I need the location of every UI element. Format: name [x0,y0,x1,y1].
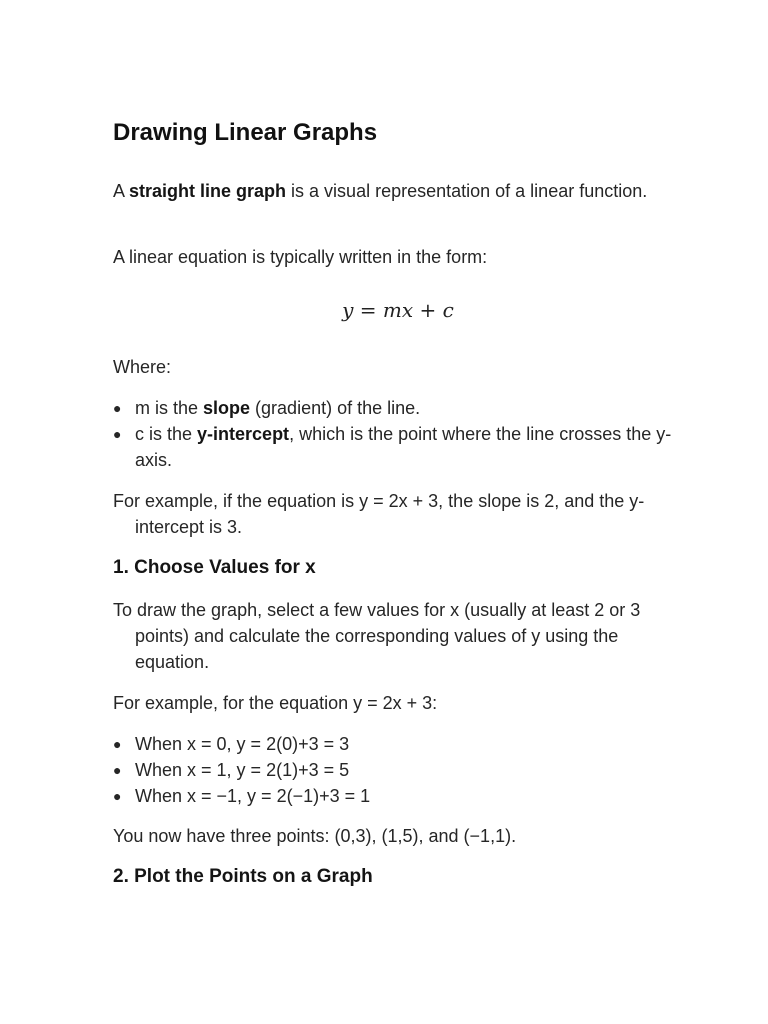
intro-suffix: is a visual representation of a linear function. [286,181,648,201]
calculations-list [113,731,683,809]
section2-heading: 2. Plot the Points on a Graph [113,866,373,887]
definition-suffix: (gradient) of the line. [250,398,421,418]
bullet-icon: ● [113,426,122,442]
definition-prefix: m is the [135,398,204,418]
calculation-text: When x = −1, y = 2(−1)+3 = 1 [135,786,371,806]
list-item [113,757,683,783]
intro-prefix: A [113,181,130,201]
where-label: Where: [113,357,172,377]
bullet-icon: ● [113,762,122,778]
section1-description: To draw the graph, select a few values for x (usually at least 2 or 3 points) and calculate the corresponding values of y using the equation. [113,600,641,672]
intro-bold-term: straight line graph [129,181,287,201]
list-item [113,783,683,809]
section1-example-intro: For example, for the equation y = 2x + 3: [113,693,438,713]
calculation-text: When x = 0, y = 2(0)+3 = 3 [135,734,350,754]
list-item [113,421,683,473]
bullet-icon: ● [113,788,122,804]
list-item [113,395,683,421]
bullet-icon: ● [113,400,122,416]
page-title: Drawing Linear Graphs [113,119,378,146]
section1-summary: You now have three points: (0,3), (1,5), and (−1,1). [113,826,517,846]
equation-display: y = mx + c [342,298,454,322]
example-paragraph: For example, if the equation is y = 2x + 3, the slope is 2, and the y-intercept is 3. [113,491,645,537]
definition-prefix: c is the [135,424,198,444]
definitions-list [113,395,683,473]
definition-term: y-intercept [197,424,290,444]
calculation-text: When x = 1, y = 2(1)+3 = 5 [135,760,350,780]
list-item [113,731,683,757]
definition-suffix: , which is the point where the line crosses the y-axis. [135,424,672,470]
section1-heading: 1. Choose Values for x [113,557,316,578]
form-intro-paragraph: A linear equation is typically written in the form: [113,247,488,267]
intro-paragraph [113,178,647,204]
bullet-icon: ● [113,736,122,752]
definition-term: slope [203,398,251,418]
